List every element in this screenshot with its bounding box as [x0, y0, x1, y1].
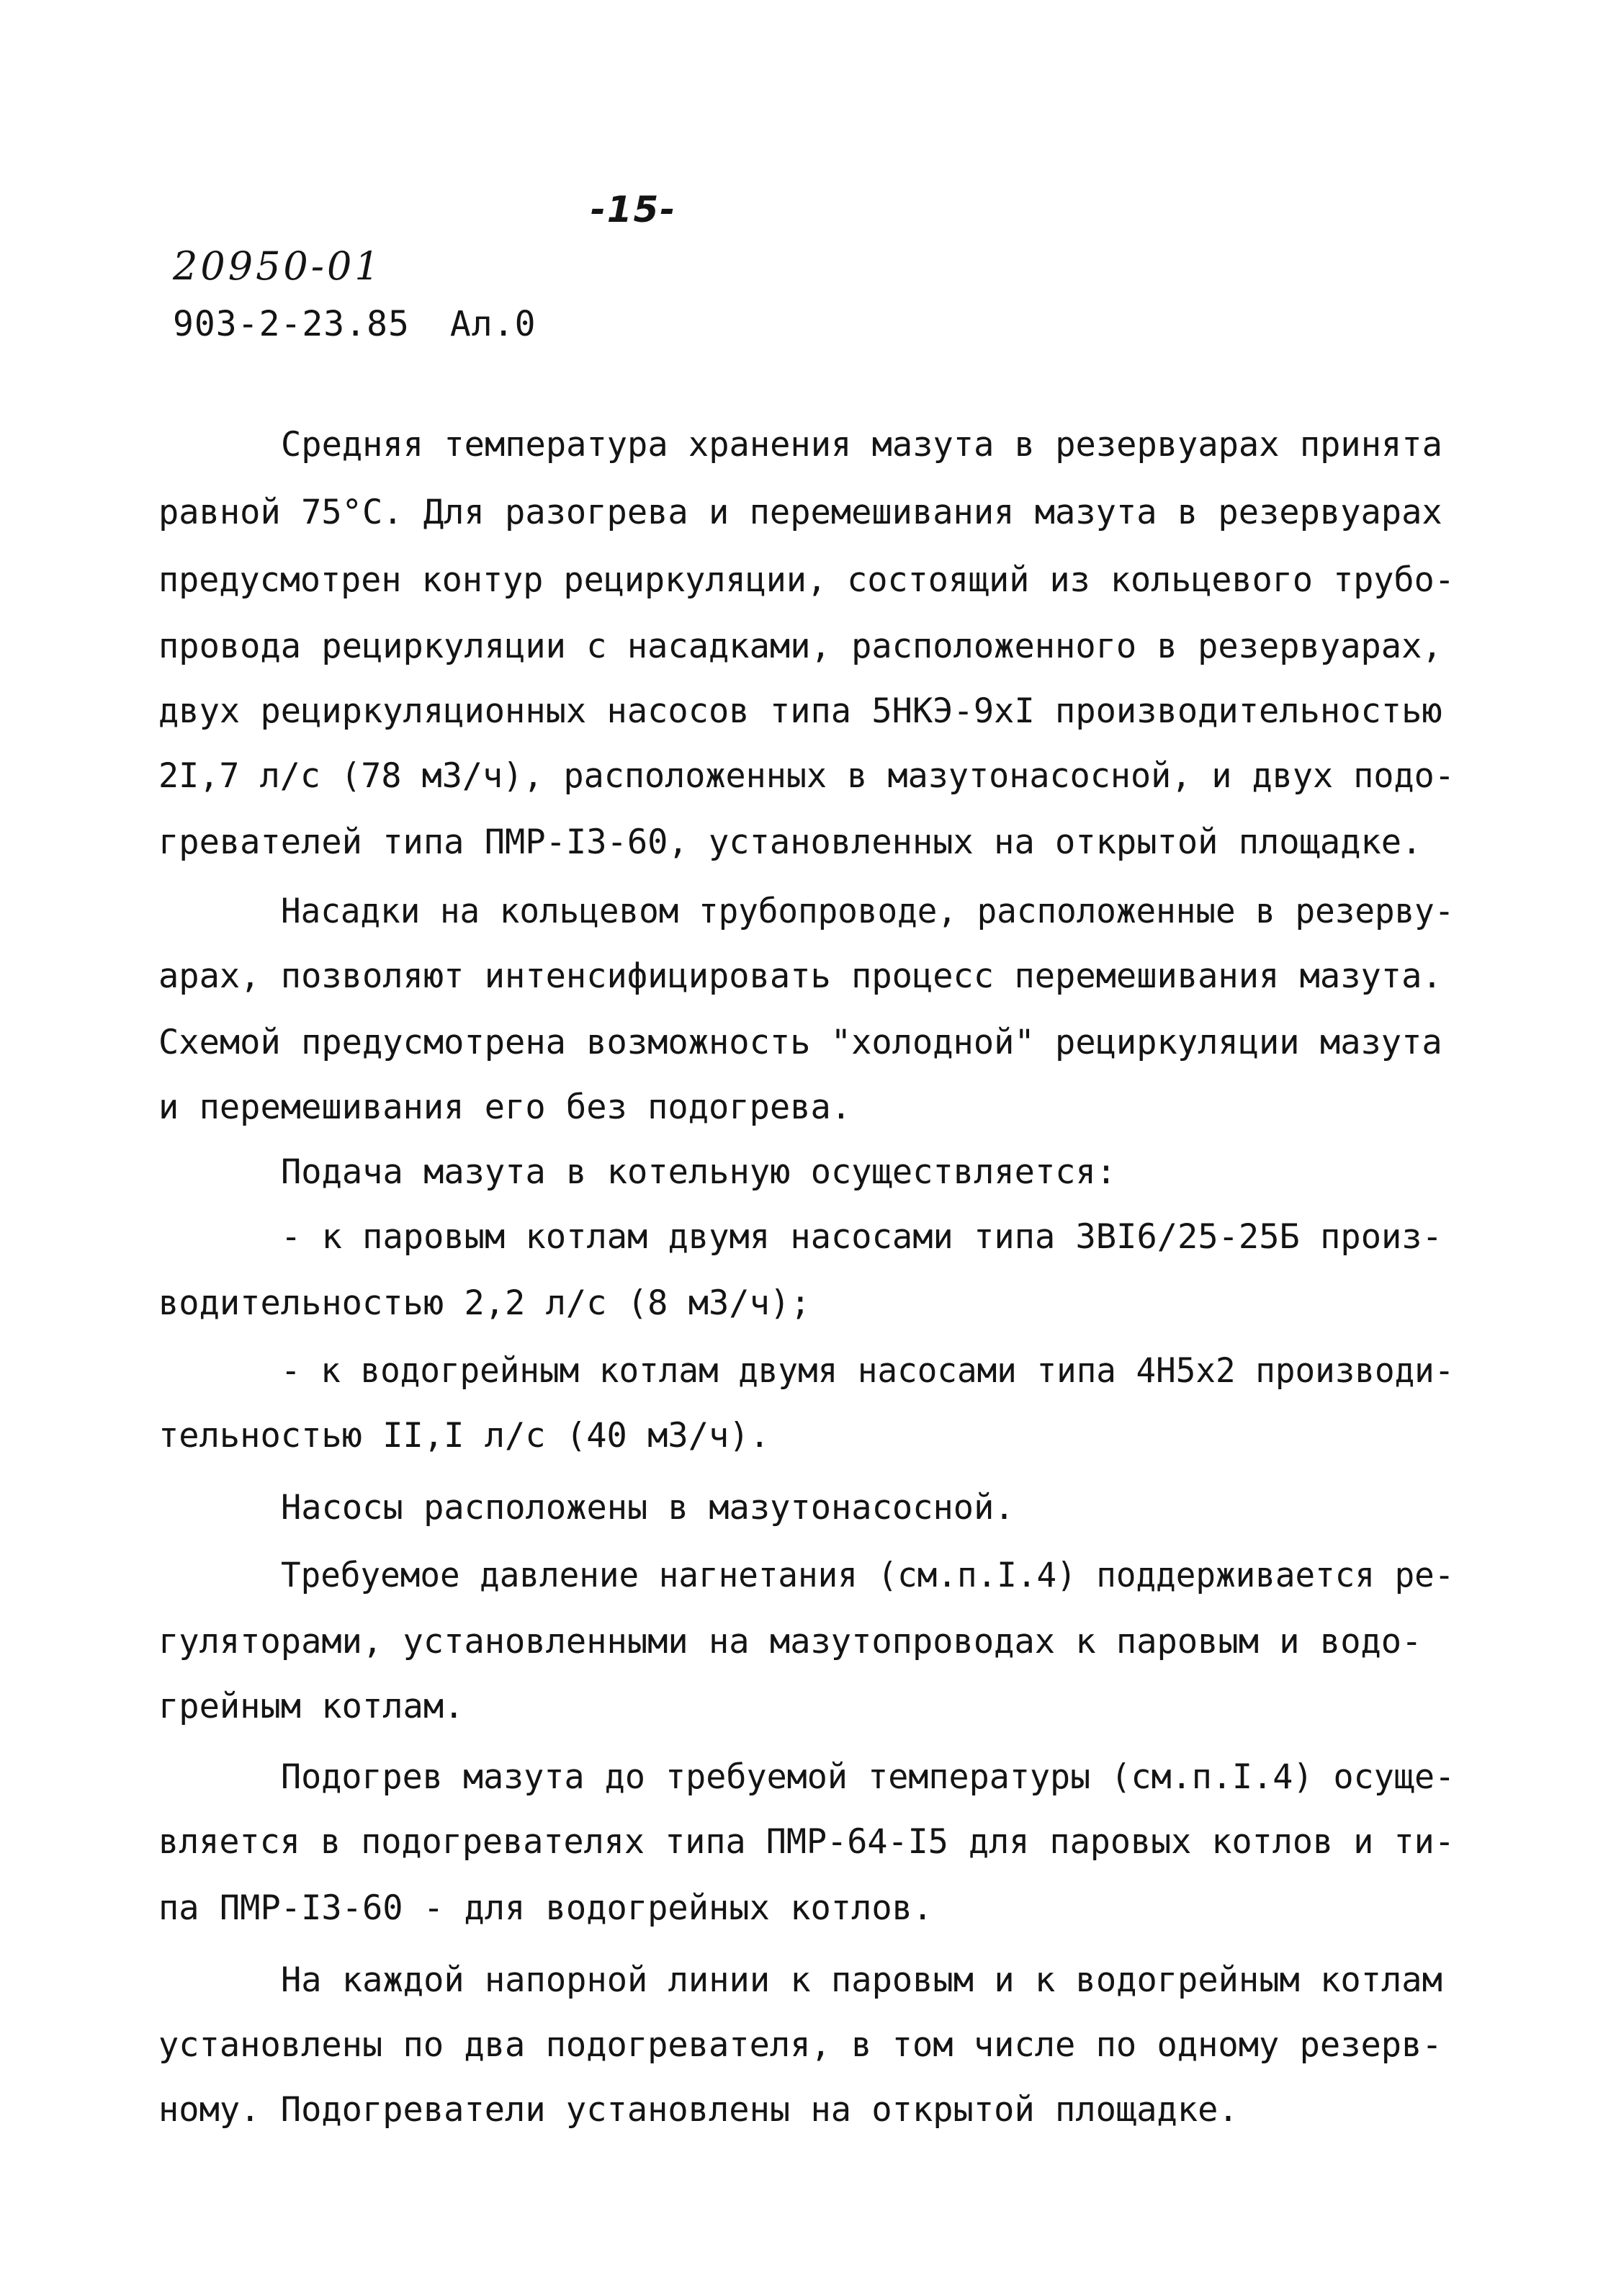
text-line: Подогрев мазута до требуемой температуры (см.п.I.4) осуще-	[281, 1757, 1455, 1797]
text-line: Требуемое давление нагнетания (см.п.I.4) поддерживается ре-	[281, 1556, 1455, 1595]
text-line: арах, позволяют интенсифицировать процесс перемешивания мазута.	[158, 956, 1442, 996]
handwritten-code: 20950-01	[173, 243, 382, 289]
document-code-number: 903-2-23.85	[173, 304, 410, 344]
text-line: установлены по два подогревателя, в том числе по одному резерв-	[158, 2025, 1442, 2065]
document-code	[173, 304, 536, 344]
text-line: Средняя температура хранения мазута в резервуарах принята	[281, 425, 1442, 465]
text-line: провода рециркуляции с насадками, расположенного в резервуарах,	[158, 627, 1442, 666]
text-line: - к водогрейным котлам двумя насосами типа 4Н5х2 производи-	[281, 1351, 1455, 1391]
text-line: ному. Подогреватели установлены на открытой площадке.	[158, 2090, 1239, 2130]
text-line: На каждой напорной линии к паровым и к водогрейным котлам	[281, 1960, 1442, 2000]
text-line: - к паровым котлам двумя насосами типа 3ВI6/25-25Б произ-	[281, 1217, 1442, 1257]
text-line: равной 75°С. Для разогрева и перемешивания мазута в резервуарах	[158, 493, 1442, 532]
text-line: Насадки на кольцевом трубопроводе, расположенные в резерву-	[281, 892, 1455, 931]
text-line: Подача мазута в котельную осуществляется:	[281, 1152, 1117, 1192]
text-line: водительностью 2,2 л/с (8 м3/ч);	[158, 1283, 811, 1323]
text-line: и перемешивания его без подогрева.	[158, 1088, 852, 1127]
text-line: 2I,7 л/с (78 м3/ч), расположенных в мазутонасосной, и двух подо-	[158, 756, 1455, 796]
sheet-label: Ал.0	[449, 304, 537, 344]
text-line: грейным котлам.	[158, 1687, 464, 1726]
text-line: тельностью II,I л/с (40 м3/ч).	[158, 1416, 770, 1456]
text-line: вляется в подогревателях типа ПМР-64-I5 для паровых котлов и ти-	[158, 1822, 1455, 1862]
text-line: Насосы расположены в мазутонасосной.	[281, 1488, 1015, 1528]
text-line: гревателей типа ПМР-I3-60, установленных на открытой площадке.	[158, 822, 1422, 862]
page-number: -15-	[591, 189, 677, 230]
text-line: двух рециркуляционных насосов типа 5НКЭ-9хI производительностью	[158, 691, 1442, 731]
text-line: предусмотрен контур рециркуляции, состоящий из кольцевого трубо-	[158, 560, 1455, 600]
text-line: Схемой предусмотрена возможность "холодной" рециркуляции мазута	[158, 1023, 1442, 1062]
text-line: па ПМР-I3-60 - для водогрейных котлов.	[158, 1888, 933, 1928]
text-line: гуляторами, установленными на мазутопроводах к паровым и водо-	[158, 1622, 1422, 1662]
